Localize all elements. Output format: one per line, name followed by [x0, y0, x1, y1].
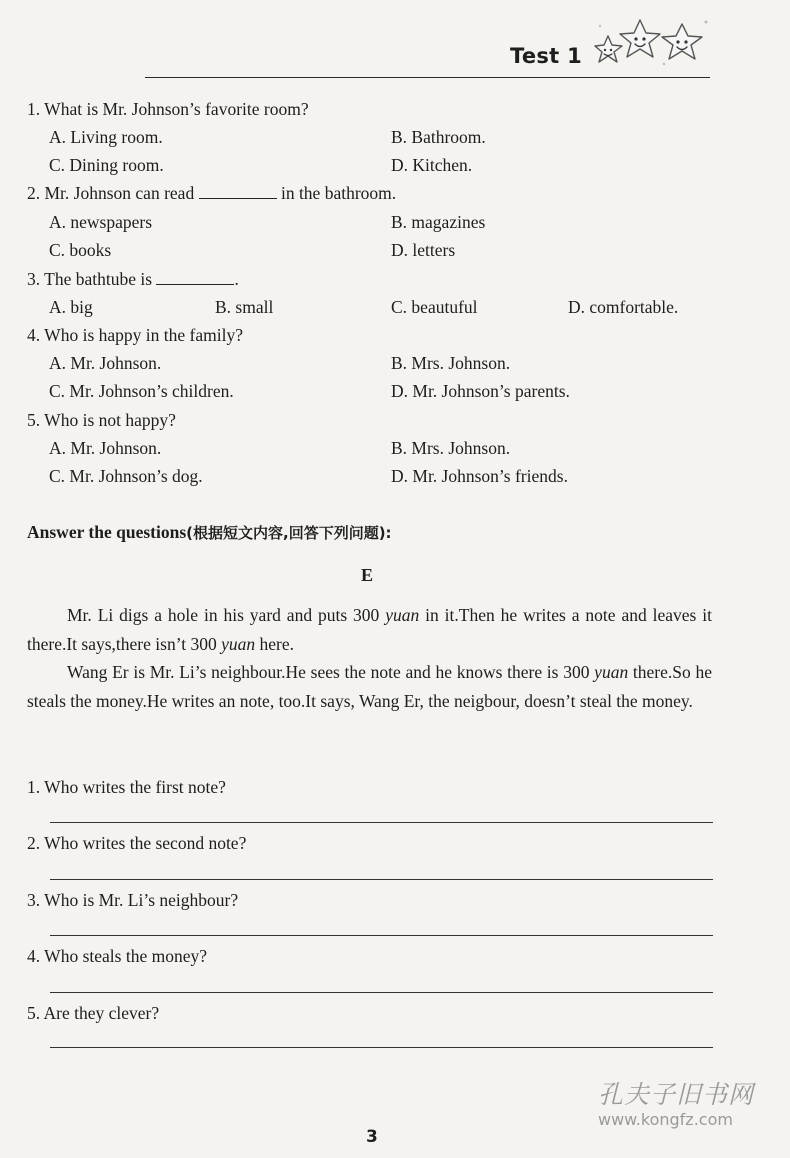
open-question-1: 1. Who writes the first note?	[27, 777, 226, 797]
question-1-option-c: C. Dining room.	[49, 155, 164, 175]
passage-letter: E	[361, 565, 374, 585]
question-5-option-c: C. Mr. Johnson’s dog.	[49, 466, 203, 486]
question-2-stem-end: in the bathroom.	[280, 183, 397, 203]
question-1-option-d: D. Kitchen.	[391, 155, 473, 175]
question-4-option-c: C. Mr. Johnson’s children.	[49, 381, 234, 401]
question-3-option-c: C. beautuful	[391, 297, 478, 317]
question-5-option-d: D. Mr. Johnson’s friends.	[391, 466, 568, 486]
question-4-option-d: D. Mr. Johnson’s parents.	[391, 381, 570, 401]
answer-line-2	[50, 879, 713, 880]
question-4-option-a: A. Mr. Johnson.	[49, 353, 162, 373]
section-heading-en: Answer the questions	[27, 522, 187, 542]
question-4-stem: 4. Who is happy in the family?	[27, 325, 243, 345]
question-2-option-a: A. newspapers	[49, 212, 153, 232]
open-question-4: 4. Who steals the money?	[27, 946, 207, 966]
question-3-option-a: A. big	[49, 297, 93, 317]
header-divider	[145, 77, 710, 78]
section-heading	[27, 522, 392, 543]
question-5-stem: 5. Who is not happy?	[27, 410, 176, 430]
passage	[27, 601, 712, 715]
question-5-option-b: B. Mrs. Johnson.	[391, 438, 511, 458]
question-1-option-a: A. Living room.	[49, 127, 163, 147]
passage-paragraph-2: Wang Er is Mr. Li’s neighbour.He sees the note and he knows there is 300 yuan there.So he steals the money.He writes an note, too.It says, Wang Er, the neigbour, doesn’t steal the money.	[27, 662, 712, 711]
smiling-stars-icon	[594, 14, 712, 70]
open-question-5: 5. Are they clever?	[27, 1003, 160, 1023]
question-5-option-a: A. Mr. Johnson.	[49, 438, 162, 458]
open-question-2: 2. Who writes the second note?	[27, 833, 247, 853]
watermark-url: www.kongfz.com	[598, 1110, 733, 1129]
answer-line-3	[50, 935, 713, 936]
question-3-stem-start: 3. The bathtube is	[27, 269, 153, 289]
test-title: Test 1	[510, 44, 583, 68]
fill-in-blank	[156, 270, 234, 285]
question-3-option-b: B. small	[215, 297, 274, 317]
page-number: 3	[366, 1127, 378, 1147]
question-3-stem	[27, 269, 239, 289]
answer-line-1	[50, 822, 713, 823]
question-2-option-c: C. books	[49, 240, 112, 260]
open-question-3: 3. Who is Mr. Li’s neighbour?	[27, 890, 239, 910]
watermark-cn: 孔夫子旧书网	[598, 1080, 755, 1109]
question-1-option-b: B. Bathroom.	[391, 127, 486, 147]
question-4-option-b: B. Mrs. Johnson.	[391, 353, 511, 373]
answer-line-5	[50, 1047, 713, 1048]
answer-line-4	[50, 992, 713, 993]
question-1-stem: 1. What is Mr. Johnson’s favorite room?	[27, 99, 309, 119]
passage-paragraph-1: Mr. Li digs a hole in his yard and puts 300 yuan in it.Then he writes a note and leaves it there.It says,there isn’t 300 yuan here.	[27, 605, 712, 654]
question-3-option-d: D. comfortable.	[568, 297, 679, 317]
question-2-stem-start: 2. Mr. Johnson can read	[27, 183, 195, 203]
section-heading-cn: (根据短文内容,回答下列问题):	[186, 524, 392, 542]
question-2-option-d: D. letters	[391, 240, 456, 260]
question-3-stem-end: .	[234, 269, 239, 289]
question-2-option-b: B. magazines	[391, 212, 486, 232]
question-2-stem	[27, 183, 396, 203]
watermark	[598, 1080, 768, 1130]
fill-in-blank	[199, 184, 277, 199]
